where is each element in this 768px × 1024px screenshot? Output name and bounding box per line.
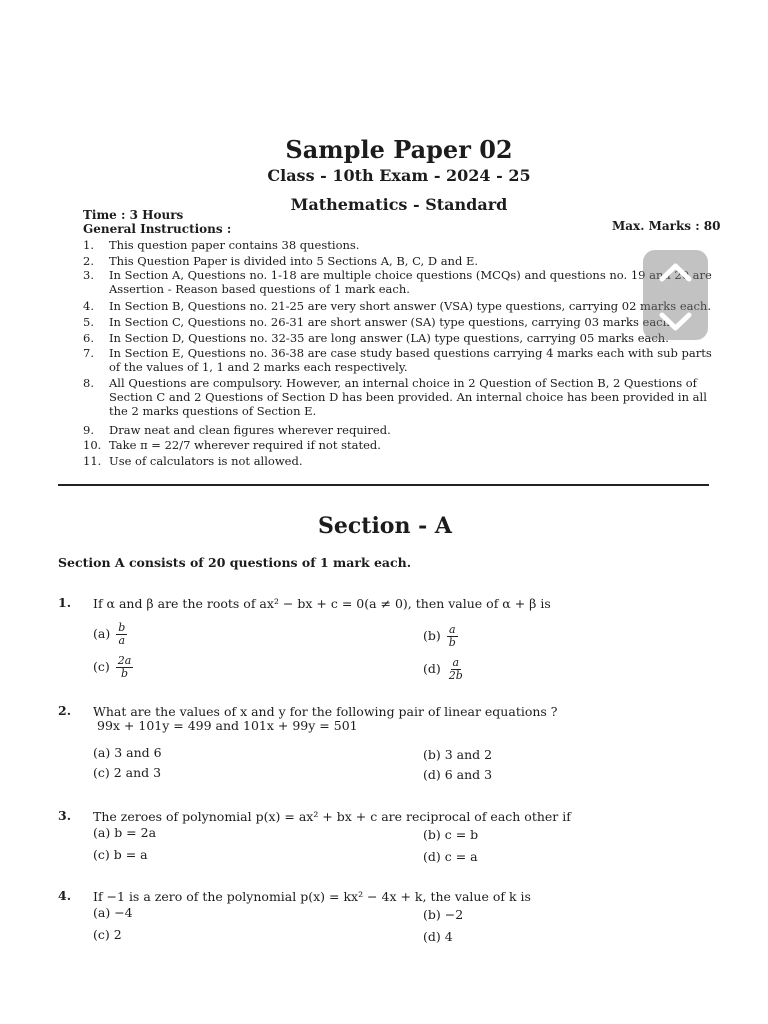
option-label: (c): [93, 847, 110, 862]
option-label: (b): [423, 747, 441, 762]
instruction-number: 8.: [83, 376, 94, 390]
option-label: (d): [423, 661, 441, 676]
instruction-number: 3.: [83, 268, 94, 282]
max-marks: Max. Marks : 80: [612, 219, 721, 233]
option-b: [423, 747, 492, 762]
option-label: (d): [423, 929, 441, 944]
instruction-number: 4.: [83, 299, 94, 313]
option-label: (a): [93, 905, 111, 920]
section-note: Section A consists of 20 questions of 1 mark each.: [58, 555, 412, 570]
option-label: (a): [93, 825, 111, 840]
option-d: [423, 767, 492, 782]
fraction-numerator: 2a: [117, 654, 132, 667]
fraction-denominator: a: [118, 634, 126, 647]
instruction-item: [83, 346, 713, 374]
instruction-item: [83, 238, 713, 252]
option-text: b = 2a: [114, 825, 157, 840]
question-text: If α and β are the roots of ax² − bx + c = 0(a ≠ 0), then value of α + β is: [93, 596, 551, 611]
option-c: [93, 765, 161, 780]
option-c: [93, 847, 148, 862]
question-number: 3.: [58, 808, 72, 823]
option-label: (b): [423, 628, 441, 643]
option-text: 2 and 3: [113, 765, 162, 780]
option-c: [93, 655, 133, 680]
instruction-text: In Section C, Questions no. 26-31 are short answer (SA) type questions, carrying 03 marks each.: [109, 315, 674, 329]
instruction-item: [83, 376, 713, 418]
instruction-text: In Section E, Questions no. 36-38 are case study based questions carrying 4 marks each with sub parts of the values of 1, 1 and 2 marks each respectively.: [109, 346, 712, 374]
class-line: Class - 10th Exam - 2024 - 25: [267, 166, 531, 185]
instruction-item: [83, 423, 713, 437]
fraction: [447, 624, 458, 649]
question-number: 2.: [58, 703, 72, 718]
option-text: 6 and 3: [444, 767, 493, 782]
option-label: (d): [423, 767, 441, 782]
chevron-up-icon: [657, 260, 694, 284]
fraction-numerator: a: [449, 623, 456, 636]
instruction-item: [83, 315, 713, 329]
page-down-button[interactable]: [643, 296, 708, 340]
instruction-text: Use of calculators is not allowed.: [109, 454, 303, 468]
instruction-item: [83, 331, 713, 345]
option-c: [93, 927, 122, 942]
instruction-text: This Question Paper is divided into 5 Sections A, B, C, D and E.: [109, 254, 479, 268]
fraction: [116, 622, 127, 647]
fraction-denominator: b: [448, 636, 456, 649]
option-d: [423, 657, 465, 682]
instruction-text: All Questions are compulsory. However, an internal choice in 2 Question of Section B, 2 Questions of Section C and 2 Questions of Section D has been provided. An internal choice has been provided in all the 2 marks questions of Section E.: [109, 376, 707, 418]
instructions-heading: General Instructions :: [83, 222, 232, 236]
option-text: −4: [114, 905, 133, 920]
option-label: (b): [423, 827, 441, 842]
fraction: [447, 657, 465, 682]
instruction-text: This question paper contains 38 questions.: [109, 238, 360, 252]
instruction-text: In Section A, Questions no. 1-18 are multiple choice questions (MCQs) and questions no. 19 and 20 are Assertion - Reason based questions of 1 mark each.: [109, 268, 712, 296]
fraction: [116, 655, 134, 680]
subject-line: Mathematics - Standard: [290, 195, 508, 214]
divider: [58, 484, 709, 486]
option-text: c = a: [444, 849, 478, 864]
question-text: The zeroes of polynomial p(x) = ax² + bx + c are reciprocal of each other if: [93, 809, 571, 824]
option-text: 3 and 6: [114, 745, 162, 760]
option-text: −2: [444, 907, 464, 922]
question-text: What are the values of x and y for the following pair of linear equations ?: [93, 704, 558, 719]
instruction-number: 10.: [83, 438, 102, 452]
instruction-number: 9.: [83, 423, 94, 437]
option-a: [93, 825, 156, 840]
instruction-number: 2.: [83, 254, 94, 268]
instruction-number: 5.: [83, 315, 94, 329]
option-text: 3 and 2: [444, 747, 493, 762]
section-title: Section - A: [318, 513, 452, 539]
option-d: [423, 929, 453, 944]
fraction-denominator: b: [121, 667, 129, 680]
option-label: (c): [93, 765, 110, 780]
instruction-number: 1.: [83, 238, 94, 252]
option-b: [423, 827, 478, 842]
instruction-text: Take π = 22/7 wherever required if not stated.: [109, 438, 381, 452]
option-text: c = b: [444, 827, 479, 842]
option-a: [93, 745, 162, 760]
fraction-numerator: a: [452, 656, 460, 669]
chevron-down-icon: [657, 310, 694, 334]
fraction-denominator: 2b: [448, 669, 463, 682]
paper-title: Sample Paper 02: [285, 135, 513, 164]
time-allowed: Time : 3 Hours: [83, 208, 184, 222]
instruction-number: 7.: [83, 346, 94, 360]
option-text: 2: [113, 927, 122, 942]
question-text: If −1 is a zero of the polynomial p(x) = kx² − 4x + k, the value of k is: [93, 889, 531, 904]
option-b: [423, 907, 463, 922]
instruction-item: [83, 254, 713, 268]
question-number: 1.: [58, 595, 72, 610]
question-equations: 99x + 101y = 499 and 101x + 99y = 501: [97, 718, 358, 733]
instruction-item: [83, 268, 713, 296]
fraction-numerator: b: [118, 621, 126, 634]
option-text: b = a: [113, 847, 148, 862]
option-label: (c): [93, 927, 110, 942]
option-d: [423, 849, 478, 864]
option-a: [93, 905, 133, 920]
instruction-number: 11.: [83, 454, 102, 468]
option-text: 4: [444, 929, 453, 944]
question-number: 4.: [58, 888, 72, 903]
option-a: [93, 622, 127, 647]
option-label: (a): [93, 626, 111, 641]
option-label: (b): [423, 907, 441, 922]
instruction-text: In Section D, Questions no. 32-35 are long answer (LA) type questions, carrying 05 marks each.: [109, 331, 669, 345]
option-label: (d): [423, 849, 441, 864]
instruction-text: In Section B, Questions no. 21-25 are very short answer (VSA) type questions, carrying 02 marks each.: [109, 299, 711, 313]
instruction-item: [83, 299, 713, 313]
option-b: [423, 624, 458, 649]
instruction-item: [83, 454, 713, 468]
instruction-item: [83, 438, 713, 452]
instruction-text: Draw neat and clean figures wherever required.: [109, 423, 391, 437]
instruction-number: 6.: [83, 331, 94, 345]
option-label: (a): [93, 745, 111, 760]
option-label: (c): [93, 659, 110, 674]
